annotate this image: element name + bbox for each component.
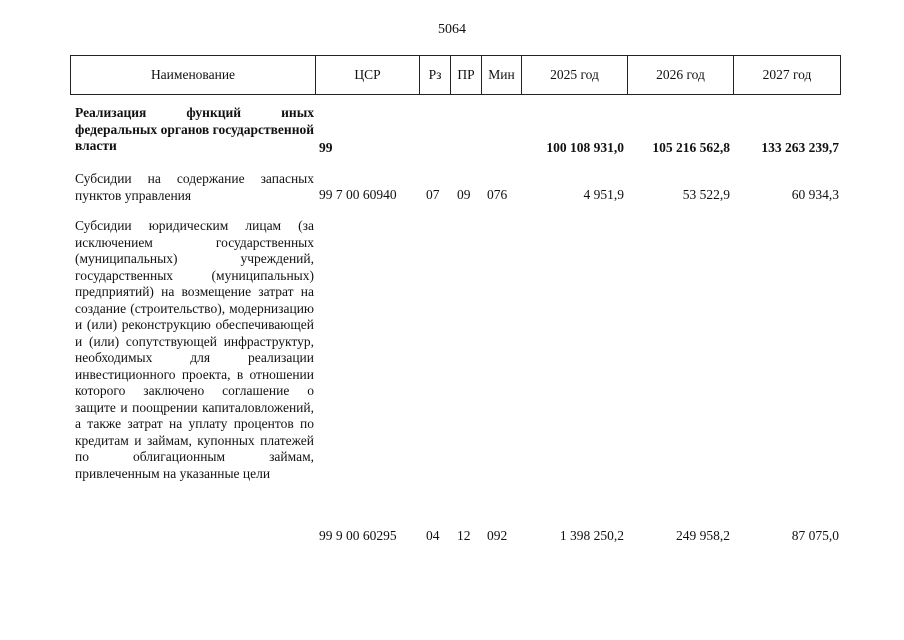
row-csr: 99 9 00 60295 [319,528,397,543]
row-pr: 09 [457,187,471,202]
row-2025: 100 108 931,0 [546,140,624,155]
table-header [70,55,841,95]
row-2026: 53 522,9 [682,187,730,202]
row-pr: 12 [457,528,471,543]
header-2027: 2027 год [762,67,812,82]
row-csr: 99 7 00 60940 [319,187,397,202]
row-2026: 249 958,2 [676,528,730,543]
row-2027: 133 263 239,7 [761,140,839,155]
table-row [70,218,841,548]
row-csr: 99 [319,140,333,155]
row-rz: 07 [426,187,440,202]
header-2026: 2026 год [628,56,734,94]
row-min: 076 [487,187,508,202]
header-pr: ПР [451,56,482,94]
row-2026: 105 216 562,8 [652,140,730,155]
row-name: Субсидии юридическим лицам (за исключением государственных (муниципальных) учреждений, государственных (муниципальных) предприятий) на возмещение затрат на создание (строительство), модернизацию и (или) реконструкцию обеспечивающей и (или) сопутствующей инфраструктур, необходимых для реализации инвестиционного проекта, в отношении которого заключено соглашение о защите и поощрении капиталовложений, а также затрат на уплату процентов по кредитам и займам, купонных платежей по облигационным займам, привлеченным на указанные цели [75,218,314,481]
row-name: Реализация функций иных федеральных органов государственной власти [75,105,314,153]
header-min: Мин [482,56,522,94]
row-2025: 1 398 250,2 [559,528,624,543]
row-name: Субсидии на содержание запасных пунктов управления [75,171,314,203]
row-2027: 87 075,0 [791,528,839,543]
header-2025: 2025 год [522,56,628,94]
page-number: 5064 [438,22,466,37]
row-rz: 04 [426,528,440,543]
table-row [70,105,841,160]
header-rz: Рз [420,56,451,94]
row-2027: 60 934,3 [791,187,839,202]
header-csr: ЦСР [316,56,420,94]
header-name: Наименование [71,56,316,94]
row-2025: 4 951,9 [583,187,624,202]
row-min: 092 [487,528,508,543]
table-row [70,171,841,207]
